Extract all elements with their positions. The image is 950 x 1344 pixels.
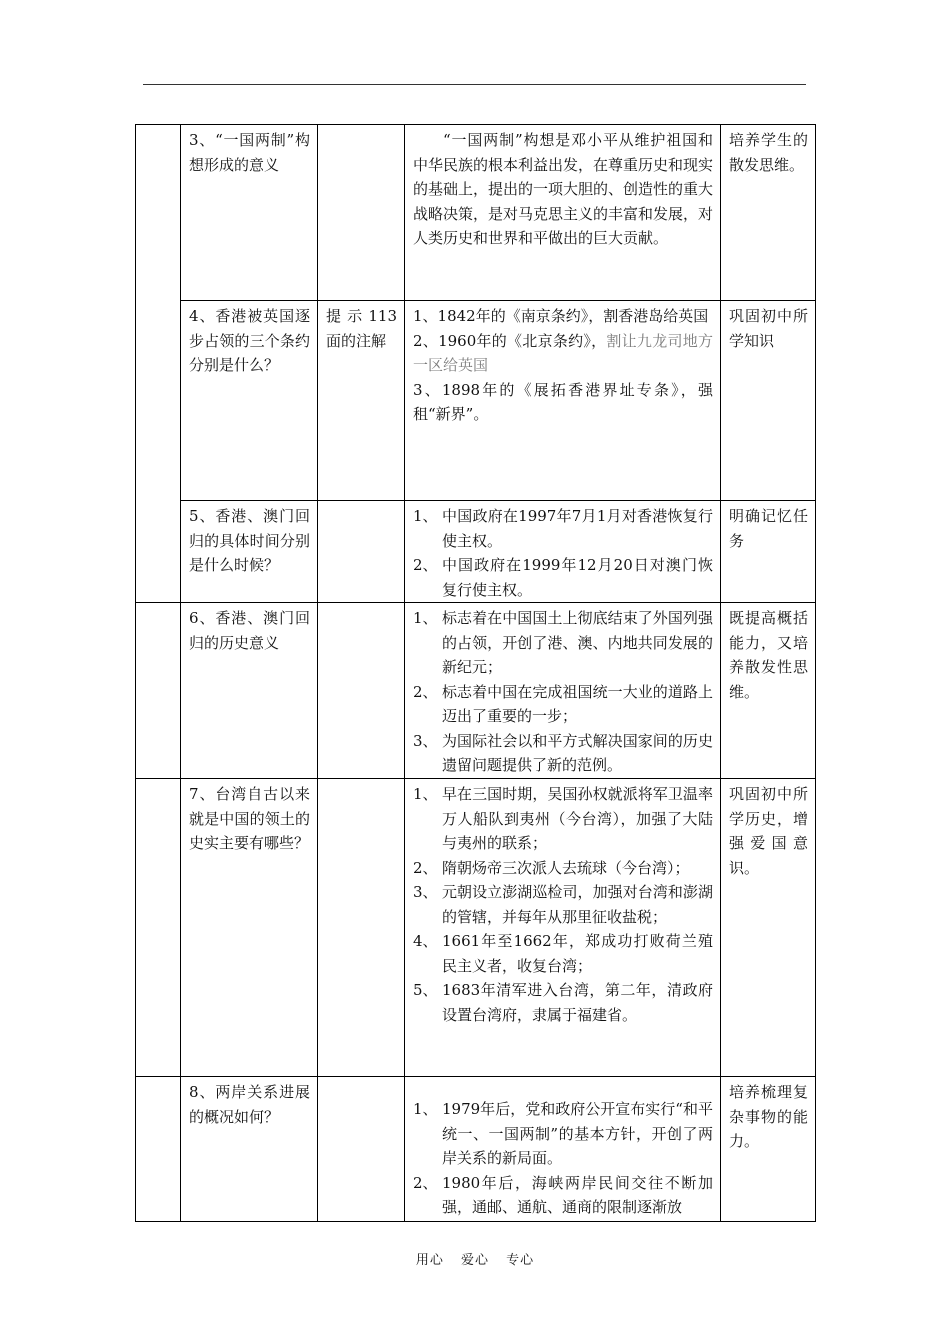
list-item — [413, 606, 713, 680]
list-item — [413, 880, 713, 929]
list-item — [413, 1097, 713, 1171]
list-number: 2、 — [413, 858, 438, 877]
purpose-cell: 培养梳理复杂事物的能力。 — [721, 1077, 816, 1222]
footer-text: 爱心 — [460, 1253, 489, 1268]
answer-line: 1、1842年的《南京条约》，割香港岛给英国 — [413, 307, 709, 325]
blank-cell — [136, 603, 181, 779]
list-number: 1、 — [413, 609, 438, 627]
list-number: 3、 — [413, 731, 438, 750]
list-number: 3、 — [413, 883, 438, 901]
list-text: 标志着在中国国土上彻底结束了外国列强的占领，开创了港、澳、内地共同发展的新纪元； — [442, 609, 713, 676]
list-item — [413, 929, 713, 978]
table-row — [136, 1077, 816, 1222]
list-number: 2、 — [413, 682, 438, 701]
list-text: 1980年后，海峡两岸民间交往不断加强，通邮、通航、通商的限制逐渐放 — [442, 1173, 713, 1216]
list-text: 中国政府在1999年12月20日对澳门恢复行使主权。 — [442, 556, 713, 599]
list-item — [413, 504, 713, 553]
answer-cell — [405, 779, 721, 1077]
table-row — [136, 125, 816, 301]
list-text: 为国际社会以和平方式解决国家间的历史遗留问题提供了新的范例。 — [442, 731, 713, 774]
list-text: 中国政府在1997年7月1月对香港恢复行使主权。 — [442, 507, 713, 550]
footer-text: 专心 — [506, 1253, 535, 1268]
blank-cell — [136, 779, 181, 1077]
list-number: 4、 — [413, 932, 438, 950]
footer-text: 用心 — [415, 1253, 444, 1268]
table-row — [136, 301, 816, 501]
list-item — [413, 1171, 713, 1220]
blank-cell — [136, 1077, 181, 1222]
list-text: 1683年清军进入台湾，第二年，清政府设置台湾府，隶属于福建省。 — [442, 981, 713, 1024]
answer-gray-text: 割让九龙司地方一区给英国 — [413, 331, 713, 374]
list-item — [413, 782, 713, 856]
answer-line — [413, 329, 713, 378]
question-cell: 8、两岸关系进展的概况如何？ — [181, 1077, 318, 1222]
question-cell: 6、香港、澳门回归的历史意义 — [181, 603, 318, 779]
list-text: 隋朝炀帝三次派人去琉球（今台湾）； — [442, 858, 690, 877]
list-number: 5、 — [413, 981, 438, 999]
list-item — [413, 729, 713, 778]
page-footer — [0, 1249, 950, 1268]
list-item — [413, 553, 713, 602]
list-text: 1979年后，党和政府公开宣布实行“和平统一、一国两制”的基本方针，开创了两岸关系的新局面。 — [442, 1100, 713, 1167]
list-number: 2、 — [413, 556, 438, 574]
list-text: 早在三国时期，吴国孙权就派将军卫温率万人船队到夷州（今台湾），加强了大陆与夷州的联系； — [442, 785, 713, 852]
answer-cell — [405, 501, 721, 603]
answer-cell — [405, 603, 721, 779]
list-item — [413, 680, 713, 729]
answer-cell — [405, 301, 721, 501]
list-text: 标志着中国在完成祖国统一大业的道路上迈出了重要的一步； — [442, 682, 713, 725]
list-item — [413, 978, 713, 1027]
list-number: 1、 — [413, 1100, 438, 1118]
lesson-table — [135, 124, 816, 1222]
purpose-cell: 培养学生的散发思维。 — [721, 125, 816, 301]
question-cell: 4、香港被英国逐步占领的三个条约分别是什么？ — [181, 301, 318, 501]
table-row — [136, 603, 816, 779]
blank-cell — [136, 125, 181, 603]
question-cell: 3、“一国两制”构想形成的意义 — [181, 125, 318, 301]
list-number: 2、 — [413, 1173, 438, 1192]
question-cell: 7、台湾自古以来就是中国的领土的史实主要有哪些？ — [181, 779, 318, 1077]
purpose-cell: 巩固初中所学知识 — [721, 301, 816, 501]
hint-cell — [318, 501, 405, 603]
hint-cell — [318, 603, 405, 779]
hint-cell — [318, 1077, 405, 1222]
table-row — [136, 501, 816, 603]
list-number: 1、 — [413, 785, 438, 803]
hint-cell — [318, 125, 405, 301]
list-text: 1661年至1662年，郑成功打败荷兰殖民主义者，收复台湾； — [442, 932, 713, 975]
list-text: 元朝设立澎湖巡检司，加强对台湾和澎湖的管辖，并每年从那里征收盐税； — [442, 883, 713, 926]
hint-cell — [318, 779, 405, 1077]
header-rule — [143, 84, 806, 85]
purpose-cell: 明确记忆任务 — [721, 501, 816, 603]
question-cell: 5、香港、澳门回归的具体时间分别是什么时候？ — [181, 501, 318, 603]
list-number: 1、 — [413, 507, 438, 525]
list-item — [413, 856, 713, 881]
answer-cell: “一国两制”构想是邓小平从维护祖国和中华民族的根本利益出发，在尊重历史和现实的基础上，提出的一项大胆的、创造性的重大战略决策，是对马克思主义的丰富和发展，对人类历史和世界和平做出的巨大贡献。 — [405, 125, 721, 301]
hint-cell: 提示113面的注解 — [318, 301, 405, 501]
answer-cell — [405, 1077, 721, 1222]
purpose-cell: 巩固初中所学历史，增强爱国意识。 — [721, 779, 816, 1077]
table-row — [136, 779, 816, 1077]
answer-line: 3、1898年的《展拓香港界址专条》，强租“新界”。 — [413, 380, 713, 423]
answer-line-text: 2、1960年的《北京条约》， — [413, 331, 607, 350]
purpose-cell: 既提高概括能力，又培养散发性思维。 — [721, 603, 816, 779]
